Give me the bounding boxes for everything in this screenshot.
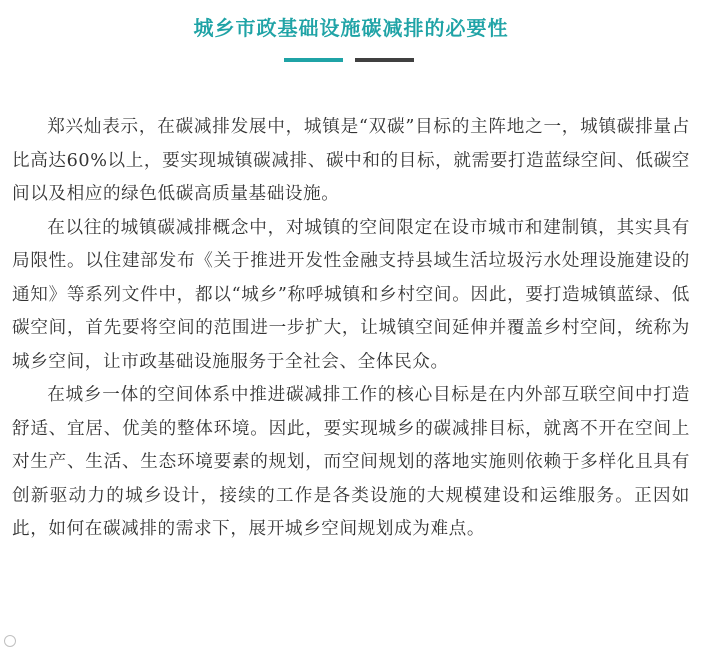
title-divider-dark <box>355 58 414 62</box>
paragraph-2: 在以往的城镇碳减排概念中，对城镇的空间限定在设市城市和建制镇，其实具有局限性。以住建部发布《关于推进开发性金融支持县域生活垃圾污水处理设施建设的通知》等系列文件中，都以“城乡”称呼城镇和乡村空间。因此，要打造城镇蓝绿、低碳空间，首先要将空间的范围进一步扩大，让城镇空间延伸并覆盖乡村空间，统称为城乡空间，让市政基础设施服务于全社会、全体民众。 <box>12 217 690 372</box>
title-divider-teal <box>284 58 343 62</box>
watermark <box>4 635 16 647</box>
article-title: 城乡市政基础设施碳减排的必要性 <box>193 16 509 40</box>
watermark-logo-icon <box>4 635 16 647</box>
paragraph-3: 在城乡一体的空间体系中推进碳减排工作的核心目标是在内外部互联空间中打造舒适、宜居、优美的整体环境。因此，要实现城乡的碳减排目标，就离不开在空间上对生产、生活、生态环境要素的规划，而空间规划的落地实施则依赖于多样化且具有创新驱动力的城乡设计，接续的工作是各类设施的大规模建设和运维服务。正因如此，如何在碳减排的需求下，展开城乡空间规划成为难点。 <box>12 385 690 539</box>
paragraph-1: 郑兴灿表示，在碳减排发展中，城镇是“双碳”目标的主阵地之一，城镇碳排量占比高达60%以上，要实现城镇碳减排、碳中和的目标，就需要打造蓝绿空间、低碳空间以及相应的绿色低碳高质量基础设施。 <box>12 117 690 204</box>
article-body <box>12 111 690 547</box>
